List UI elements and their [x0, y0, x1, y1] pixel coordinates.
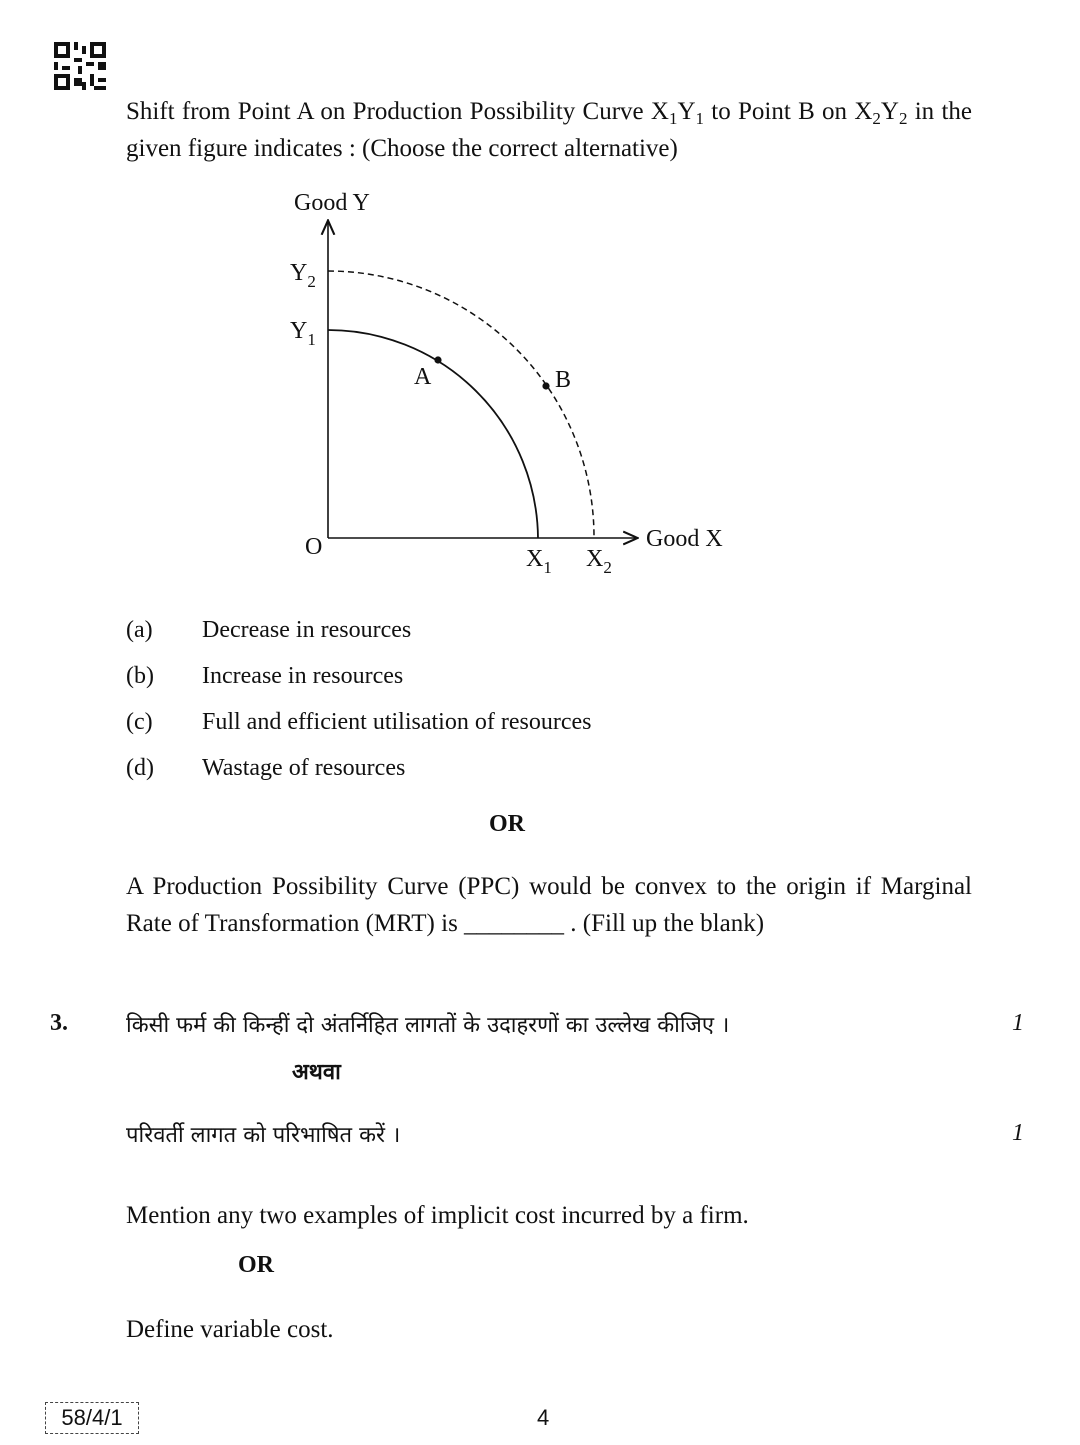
- english-alt-question: Define variable cost.: [126, 1316, 334, 1343]
- alt-question: A Production Possibility Curve (PPC) would be convex to the origin if Marginal Rate of Transformation (MRT) is ________ . (Fill up the blank): [126, 873, 972, 937]
- ppc-diagram: [270, 180, 750, 590]
- page-number: 4: [537, 1405, 550, 1430]
- y-axis-label: Good Y: [294, 190, 370, 216]
- ppc-curve-x1y1: [328, 330, 538, 538]
- option-letter: (b): [126, 663, 154, 689]
- option-text: Full and efficient utilisation of resources: [202, 709, 592, 735]
- option-letter: (c): [126, 709, 153, 735]
- hindi-alt-question: परिवर्ती लागत को परिभाषित करें ।: [126, 1123, 401, 1148]
- or-separator: OR: [238, 1252, 274, 1278]
- ppc-curve-x2y2: [328, 271, 594, 538]
- paper-code: 58/4/1: [45, 1402, 139, 1434]
- marks: 1: [1012, 1010, 1024, 1036]
- option-text: Increase in resources: [202, 663, 404, 689]
- hindi-or-separator: अथवा: [292, 1060, 341, 1085]
- x1-label: $X_1$: [526, 546, 552, 577]
- english-question: Mention any two examples of implicit cost incurred by a firm.: [126, 1202, 749, 1229]
- x2-label: $X_2$: [586, 546, 612, 577]
- option-text: Wastage of resources: [202, 755, 406, 781]
- option-letter: (d): [126, 755, 154, 781]
- marks: 1: [1012, 1120, 1024, 1146]
- origin-label: O: [305, 534, 323, 560]
- y1-label: $Y_1$: [290, 318, 316, 349]
- or-separator: OR: [489, 811, 525, 837]
- question-intro: Shift from Point A on Production Possibility Curve $X_1Y_1$ to Point B on $X_2Y_2$ in the given figure indicates : (Choose the correct alternative): [126, 98, 972, 162]
- point-a: [434, 356, 441, 363]
- x-axis-label: Good X: [646, 526, 723, 552]
- option-letter: (a): [126, 617, 153, 643]
- point-a-label: A: [414, 364, 432, 390]
- point-b-label: B: [555, 367, 572, 393]
- hindi-question: किसी फर्म की किन्हीं दो अंतर्निहित लागतों के उदाहरणों का उल्लेख कीजिए ।: [126, 1013, 730, 1038]
- question-number: 3.: [50, 1010, 68, 1036]
- qr-code: [54, 42, 106, 90]
- point-b: [542, 382, 549, 389]
- y2-label: $Y_2$: [290, 260, 316, 291]
- option-text: Decrease in resources: [202, 617, 412, 643]
